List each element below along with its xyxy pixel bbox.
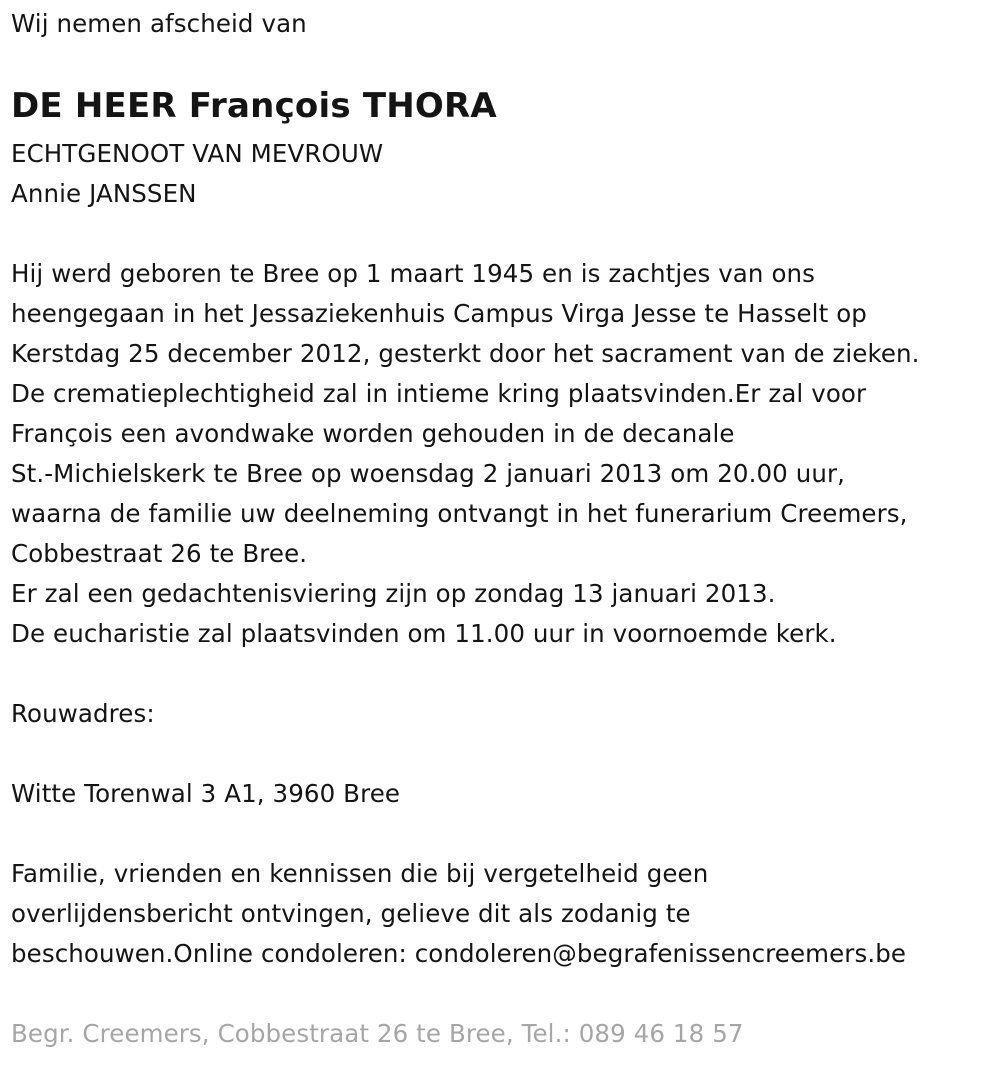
address-value: Witte Torenwal 3 A1, 3960 Bree: [11, 779, 401, 808]
intro-text: Wij nemen afscheid van: [11, 9, 307, 38]
body-line: Cobbestraat 26 te Bree.: [11, 539, 308, 568]
spouse-name: Annie JANSSEN: [11, 179, 197, 208]
body-line: heengegaan in het Jessaziekenhuis Campus Virga Jesse te Hasselt op: [11, 299, 867, 328]
body-line: Kerstdag 25 december 2012, gesterkt door het sacrament van de zieken.: [11, 339, 920, 368]
body-line: Er zal een gedachtenisviering zijn op zondag 13 januari 2013.: [11, 579, 776, 608]
spouse-title: ECHTGENOOT VAN MEVROUW: [11, 139, 384, 168]
body-line: De crematieplechtigheid zal in intieme kring plaatsvinden.Er zal voor: [11, 379, 867, 408]
body-line: waarna de familie uw deelneming ontvangt in het funerarium Creemers,: [11, 499, 908, 528]
body-line: De eucharistie zal plaatsvinden om 11.00 uur in voornoemde kerk.: [11, 619, 837, 648]
funeral-home-footer: Begr. Creemers, Cobbestraat 26 te Bree, Tel.: 089 46 18 57: [11, 1019, 744, 1048]
body-line: Hij werd geboren te Bree op 1 maart 1945 en is zachtjes van ons: [11, 259, 816, 288]
closing-line: Familie, vrienden en kennissen die bij vergetelheid geen: [11, 859, 709, 888]
deceased-name: DE HEER François THORA: [11, 86, 497, 126]
body-line: François een avondwake worden gehouden in de decanale: [11, 419, 735, 448]
closing-line: beschouwen.Online condoleren: condoleren@begrafenissencreemers.be: [11, 939, 907, 968]
address-label: Rouwadres:: [11, 699, 155, 728]
closing-line: overlijdensbericht ontvingen, gelieve dit als zodanig te: [11, 899, 691, 928]
body-line: St.-Michielskerk te Bree op woensdag 2 januari 2013 om 20.00 uur,: [11, 459, 846, 488]
